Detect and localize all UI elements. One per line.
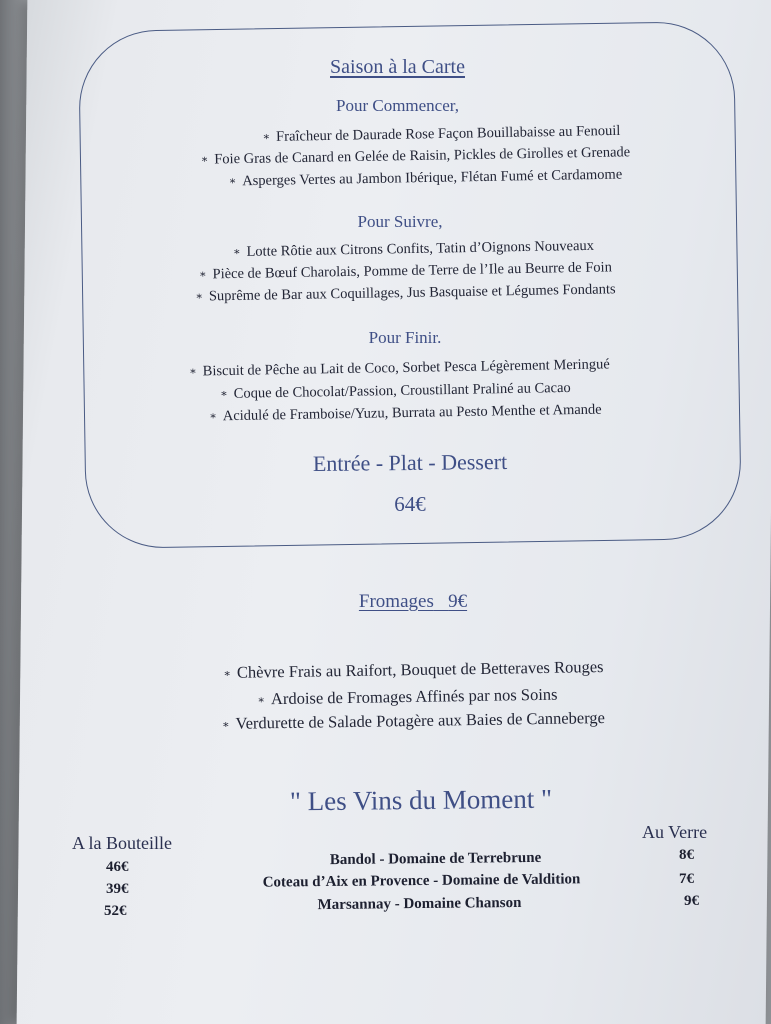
desserts-heading: Pour Finir. bbox=[368, 328, 442, 347]
glass-price: 8€ bbox=[679, 847, 694, 863]
bottle-header: A la Bouteille bbox=[72, 833, 172, 853]
wine-item: Coteau d’Aix en Provence - Domaine de Valdition bbox=[262, 871, 581, 891]
bullet-icon: ∗ bbox=[220, 387, 228, 401]
dessert-item: ∗ Coque de Chocolat/Passion, Croustillant Praliné au Cacao bbox=[220, 379, 571, 402]
bullet-icon: ∗ bbox=[232, 246, 241, 259]
bullet-icon: ∗ bbox=[221, 718, 230, 732]
bullet-icon: ∗ bbox=[189, 365, 197, 378]
cheese-item: ∗ Verdurette de Salade Potagère aux Baies de Canneberge bbox=[221, 707, 606, 733]
starter-item: ∗ Fraîcheur de Daurade Rose Façon Bouillabaisse au Fenouil bbox=[262, 122, 621, 145]
glass-price: 7€ bbox=[679, 871, 694, 887]
main-item: ∗ Lotte Rôtie aux Citrons Confits, Tatin d’Oignons Nouveaux bbox=[232, 237, 595, 260]
glass-header: Au Verre bbox=[642, 822, 708, 842]
starter-item: ∗ Foie Gras de Canard en Gelée de Raisin, Pickles de Girolles et Grenade bbox=[200, 144, 631, 168]
wine-item: Bandol - Domaine de Terrebrune bbox=[329, 849, 542, 869]
bullet-icon: ∗ bbox=[200, 153, 209, 166]
starter-item: ∗ Asperges Vertes au Jambon Ibérique, Flétan Fumé et Cardamome bbox=[228, 166, 623, 190]
bullet-icon: ∗ bbox=[223, 667, 232, 680]
bullet-icon: ∗ bbox=[209, 410, 217, 423]
cheese-price: 9€ bbox=[448, 591, 468, 612]
dessert-item: ∗ Biscuit de Pêche au Lait de Coco, Sorbet Pesca Légèrement Meringué bbox=[189, 356, 610, 380]
cheese-item: ∗ Chèvre Frais au Raifort, Bouquet de Betteraves Rouges bbox=[223, 657, 604, 682]
glass-price: 9€ bbox=[684, 893, 699, 909]
formula-label: Entrée - Plat - Dessert bbox=[312, 448, 508, 477]
main-item: ∗ Suprême de Bar aux Coquillages, Jus Basquaise et Légumes Fondants bbox=[195, 281, 616, 305]
cheese-title: Fromages 9€ bbox=[358, 591, 468, 612]
bottle-price: 39€ bbox=[106, 881, 129, 897]
cheese-item: ∗ Ardoise de Fromages Affinés par nos Soins bbox=[257, 684, 558, 709]
bullet-icon: ∗ bbox=[198, 268, 207, 281]
dessert-item: ∗ Acidulé de Framboise/Yuzu, Burrata au Pesto Menthe et Amande bbox=[209, 401, 602, 425]
wine-item: Marsannay - Domaine Chanson bbox=[317, 894, 522, 914]
bullet-icon: ∗ bbox=[195, 290, 203, 303]
wines-title: " Les Vins du Moment " bbox=[289, 783, 553, 817]
bullet-icon: ∗ bbox=[228, 175, 237, 188]
bottle-price: 52€ bbox=[104, 903, 127, 919]
bullet-icon: ∗ bbox=[262, 130, 271, 144]
mains-heading: Pour Suivre, bbox=[357, 212, 443, 231]
bottle-price: 46€ bbox=[106, 859, 129, 875]
main-item: ∗ Pièce de Bœuf Charolais, Pomme de Terre de l’Ile au Beurre de Foin bbox=[198, 259, 613, 283]
bullet-icon: ∗ bbox=[257, 694, 266, 707]
starters-heading: Pour Commencer, bbox=[335, 96, 460, 115]
carte-title: Saison à la Carte bbox=[330, 56, 465, 78]
formula-price: 64€ bbox=[394, 492, 426, 516]
